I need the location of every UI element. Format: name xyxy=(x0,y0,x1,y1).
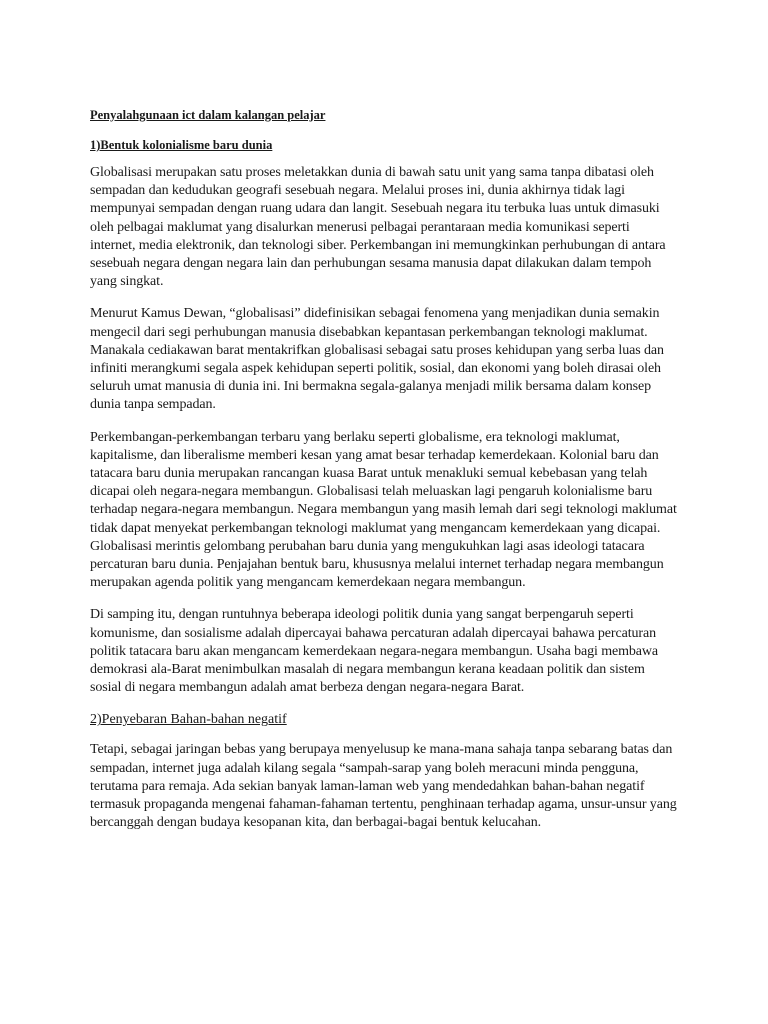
document-page xyxy=(90,107,678,847)
paragraph-3: Perkembangan-perkembangan terbaru yang berlaku seperti globalisme, era teknologi maklumat, kapitalisme, dan liberalisme memberi kesan yang amat besar terhadap kemerdekaan. Kolonial baru dan tatacara baru dunia merupakan rancangan kuasa Barat untuk menakluki semual kebebasan yang telah dicapai oleh negara-negara membangun. Globalisasi telah meluaskan lagi pengaruh kolonialisme baru terhadap negara-negara membangun. Negara membangun yang masih lemah dari segi teknologi maklumat tidak dapat menyekat perkembangan teknologi maklumat yang mengancam kemerdekaan yang dicapai. Globalisasi merintis gelombang perubahan baru dunia yang mengukuhkan lagi asas ideologi tatacara percaturan baru dunia. Penjajahan bentuk baru, khususnya melalui internet terhadap negara membangun merupakan agenda politik yang mengancam kemerdekaan negara membangun. xyxy=(90,429,677,591)
paragraph-5: Tetapi, sebagai jaringan bebas yang berupaya menyelusup ke mana-mana sahaja tanpa sebarang batas dan sempadan, internet juga adalah kilang segala “sampah-sarap yang boleh meracuni minda pengguna, terutama para remaja. Ada sekian banyak laman-laman web yang mendedahkan bahan-bahan negatif termasuk propaganda mengenai fahaman-fahaman tertentu, penghinaan terhadap agama, unsur-unsur yang bercanggah dengan budaya kesopanan kita, dan berbagai-bagai bentuk kelucahan. xyxy=(90,742,677,831)
paragraph-2: Menurut Kamus Dewan, “globalisasi” didefinisikan sebagai fenomena yang menjadikan dunia semakin mengecil dari segi perhubungan manusia disebabkan kepantasan perkembangan teknologi maklumat. Manakala cediakawan barat mentakrifkan globalisasi sebagai satu proses kehidupan yang serba luas dan infiniti merangkumi segala aspek kehidupan seperti politik, sosial, dan ekonomi yang boleh dirasai oleh seluruh umat manusia di dunia ini. Ini bermakna segala-galanya menjadi milik bersama dalam konsep dunia tanpa sempadan. xyxy=(90,306,664,413)
paragraph-4: Di samping itu, dengan runtuhnya beberapa ideologi politik dunia yang sangat berpengaruh seperti komunisme, dan sosialisme adalah dipercayai bahawa percaturan adalah dipercayai bahawa percaturan politik tatacara baru akan mengancam kemerdekaan negara-negara membangun. Usaha bagi membawa demokrasi ala-Barat menimbulkan masalah di negara membangun kerana keadaan politik dan sistem sosial di negara membangun adalah amat berbeza dengan negara-negara Barat. xyxy=(90,607,659,696)
document-title: Penyalahgunaan ict dalam kalangan pelajar xyxy=(90,108,326,122)
paragraph-1: Globalisasi merupakan satu proses meletakkan dunia di bawah satu unit yang sama tanpa dibatasi oleh sempadan dan kedudukan geografi sesebuah negara. Melalui proses ini, dunia akhirnya tidak lagi mempunyai sempadan dengan ruang udara dan langit. Sesebuah negara itu terbuka luas untuk dimasuki oleh pelbagai maklumat yang disalurkan menerusi pelbagai perantaraan media komunikasi seperti internet, media elektronik, dan teknologi siber. Perkembangan ini memungkinkan perhubungan di antara sesebuah negara dengan negara lain dan perhubungan sesama manusia dapat dilakukan dalam tempoh yang singkat. xyxy=(90,165,666,290)
section-heading-2: 2)Penyebaran Bahan-bahan negatif xyxy=(90,712,287,728)
section-heading-1: 1)Bentuk kolonialisme baru dunia xyxy=(90,138,273,152)
